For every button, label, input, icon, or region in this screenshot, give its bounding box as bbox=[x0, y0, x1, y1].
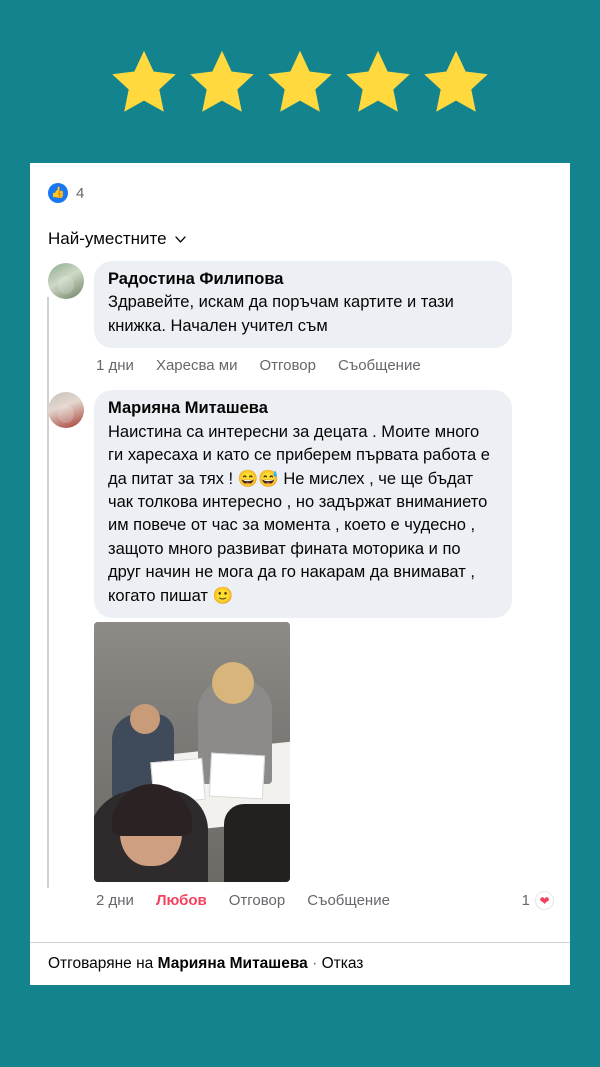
comment-actions bbox=[94, 882, 570, 922]
star-icon bbox=[108, 46, 180, 118]
message-button[interactable]: Съобщение bbox=[307, 892, 390, 910]
comment-sort-label: Най-уместните bbox=[48, 229, 167, 248]
reaction-summary[interactable] bbox=[522, 891, 570, 910]
like-button[interactable]: Любов bbox=[155, 892, 207, 910]
reply-bar bbox=[30, 942, 570, 985]
chevron-down-icon bbox=[174, 233, 187, 246]
reply-prefix: Отговаряне на bbox=[48, 955, 154, 972]
avatar[interactable] bbox=[48, 263, 84, 299]
reply-button[interactable]: Отговор bbox=[259, 357, 316, 375]
comment-author[interactable]: Марияна Миташева bbox=[108, 399, 268, 418]
reply-target-name[interactable]: Марияна Миташева bbox=[157, 955, 308, 972]
comment-timestamp: 1 дни bbox=[96, 357, 134, 375]
reaction-count: 1 bbox=[521, 892, 530, 910]
reply-button[interactable]: Отговор bbox=[228, 892, 286, 910]
comment-timestamp: 2 дни bbox=[96, 892, 134, 910]
comment-item bbox=[48, 390, 570, 618]
comments-card bbox=[30, 163, 570, 985]
reactions-row[interactable] bbox=[30, 163, 570, 207]
comment-sort-selector[interactable] bbox=[30, 207, 570, 253]
like-button[interactable]: Харесва ми bbox=[155, 357, 238, 375]
comment-item bbox=[48, 261, 570, 386]
star-rating bbox=[0, 0, 600, 120]
comment-bubble bbox=[94, 390, 512, 618]
thumbs-up-icon: 👍 bbox=[48, 183, 68, 203]
comment-text: Здравейте, искам да поръчам картите и тази книжка. Начален учител съм bbox=[108, 293, 459, 335]
comment-author[interactable]: Радостина Филипова bbox=[108, 270, 284, 288]
star-icon bbox=[342, 46, 414, 118]
cancel-reply-button[interactable]: Отказ bbox=[321, 955, 364, 972]
comment-photo-wrap bbox=[48, 622, 570, 922]
comment-actions bbox=[94, 348, 570, 386]
reaction-count: 4 bbox=[76, 184, 85, 202]
star-icon bbox=[264, 46, 336, 118]
reply-separator: · bbox=[312, 955, 318, 972]
star-icon bbox=[186, 46, 258, 118]
message-button[interactable]: Съобщение bbox=[338, 357, 421, 375]
heart-icon: ❤ bbox=[535, 891, 554, 910]
star-icon bbox=[420, 46, 492, 118]
avatar[interactable] bbox=[48, 392, 84, 428]
comment-bubble bbox=[94, 261, 512, 348]
comment-text: Наистина са интересни за децата . Моите много ги харесаха и като се приберем първата работа е да питат за тях ! 😄😅 Не мислех , че ще бъдат чак толкова интересно , но задържат вниманието им повече от час за момента , което е чудесно , защото много развиват фината моторика и по друг начин не мога да го накарам да внимават , когато пишат 🙂 bbox=[108, 422, 495, 605]
comment-photo[interactable] bbox=[94, 622, 290, 882]
comment-list bbox=[30, 253, 570, 922]
